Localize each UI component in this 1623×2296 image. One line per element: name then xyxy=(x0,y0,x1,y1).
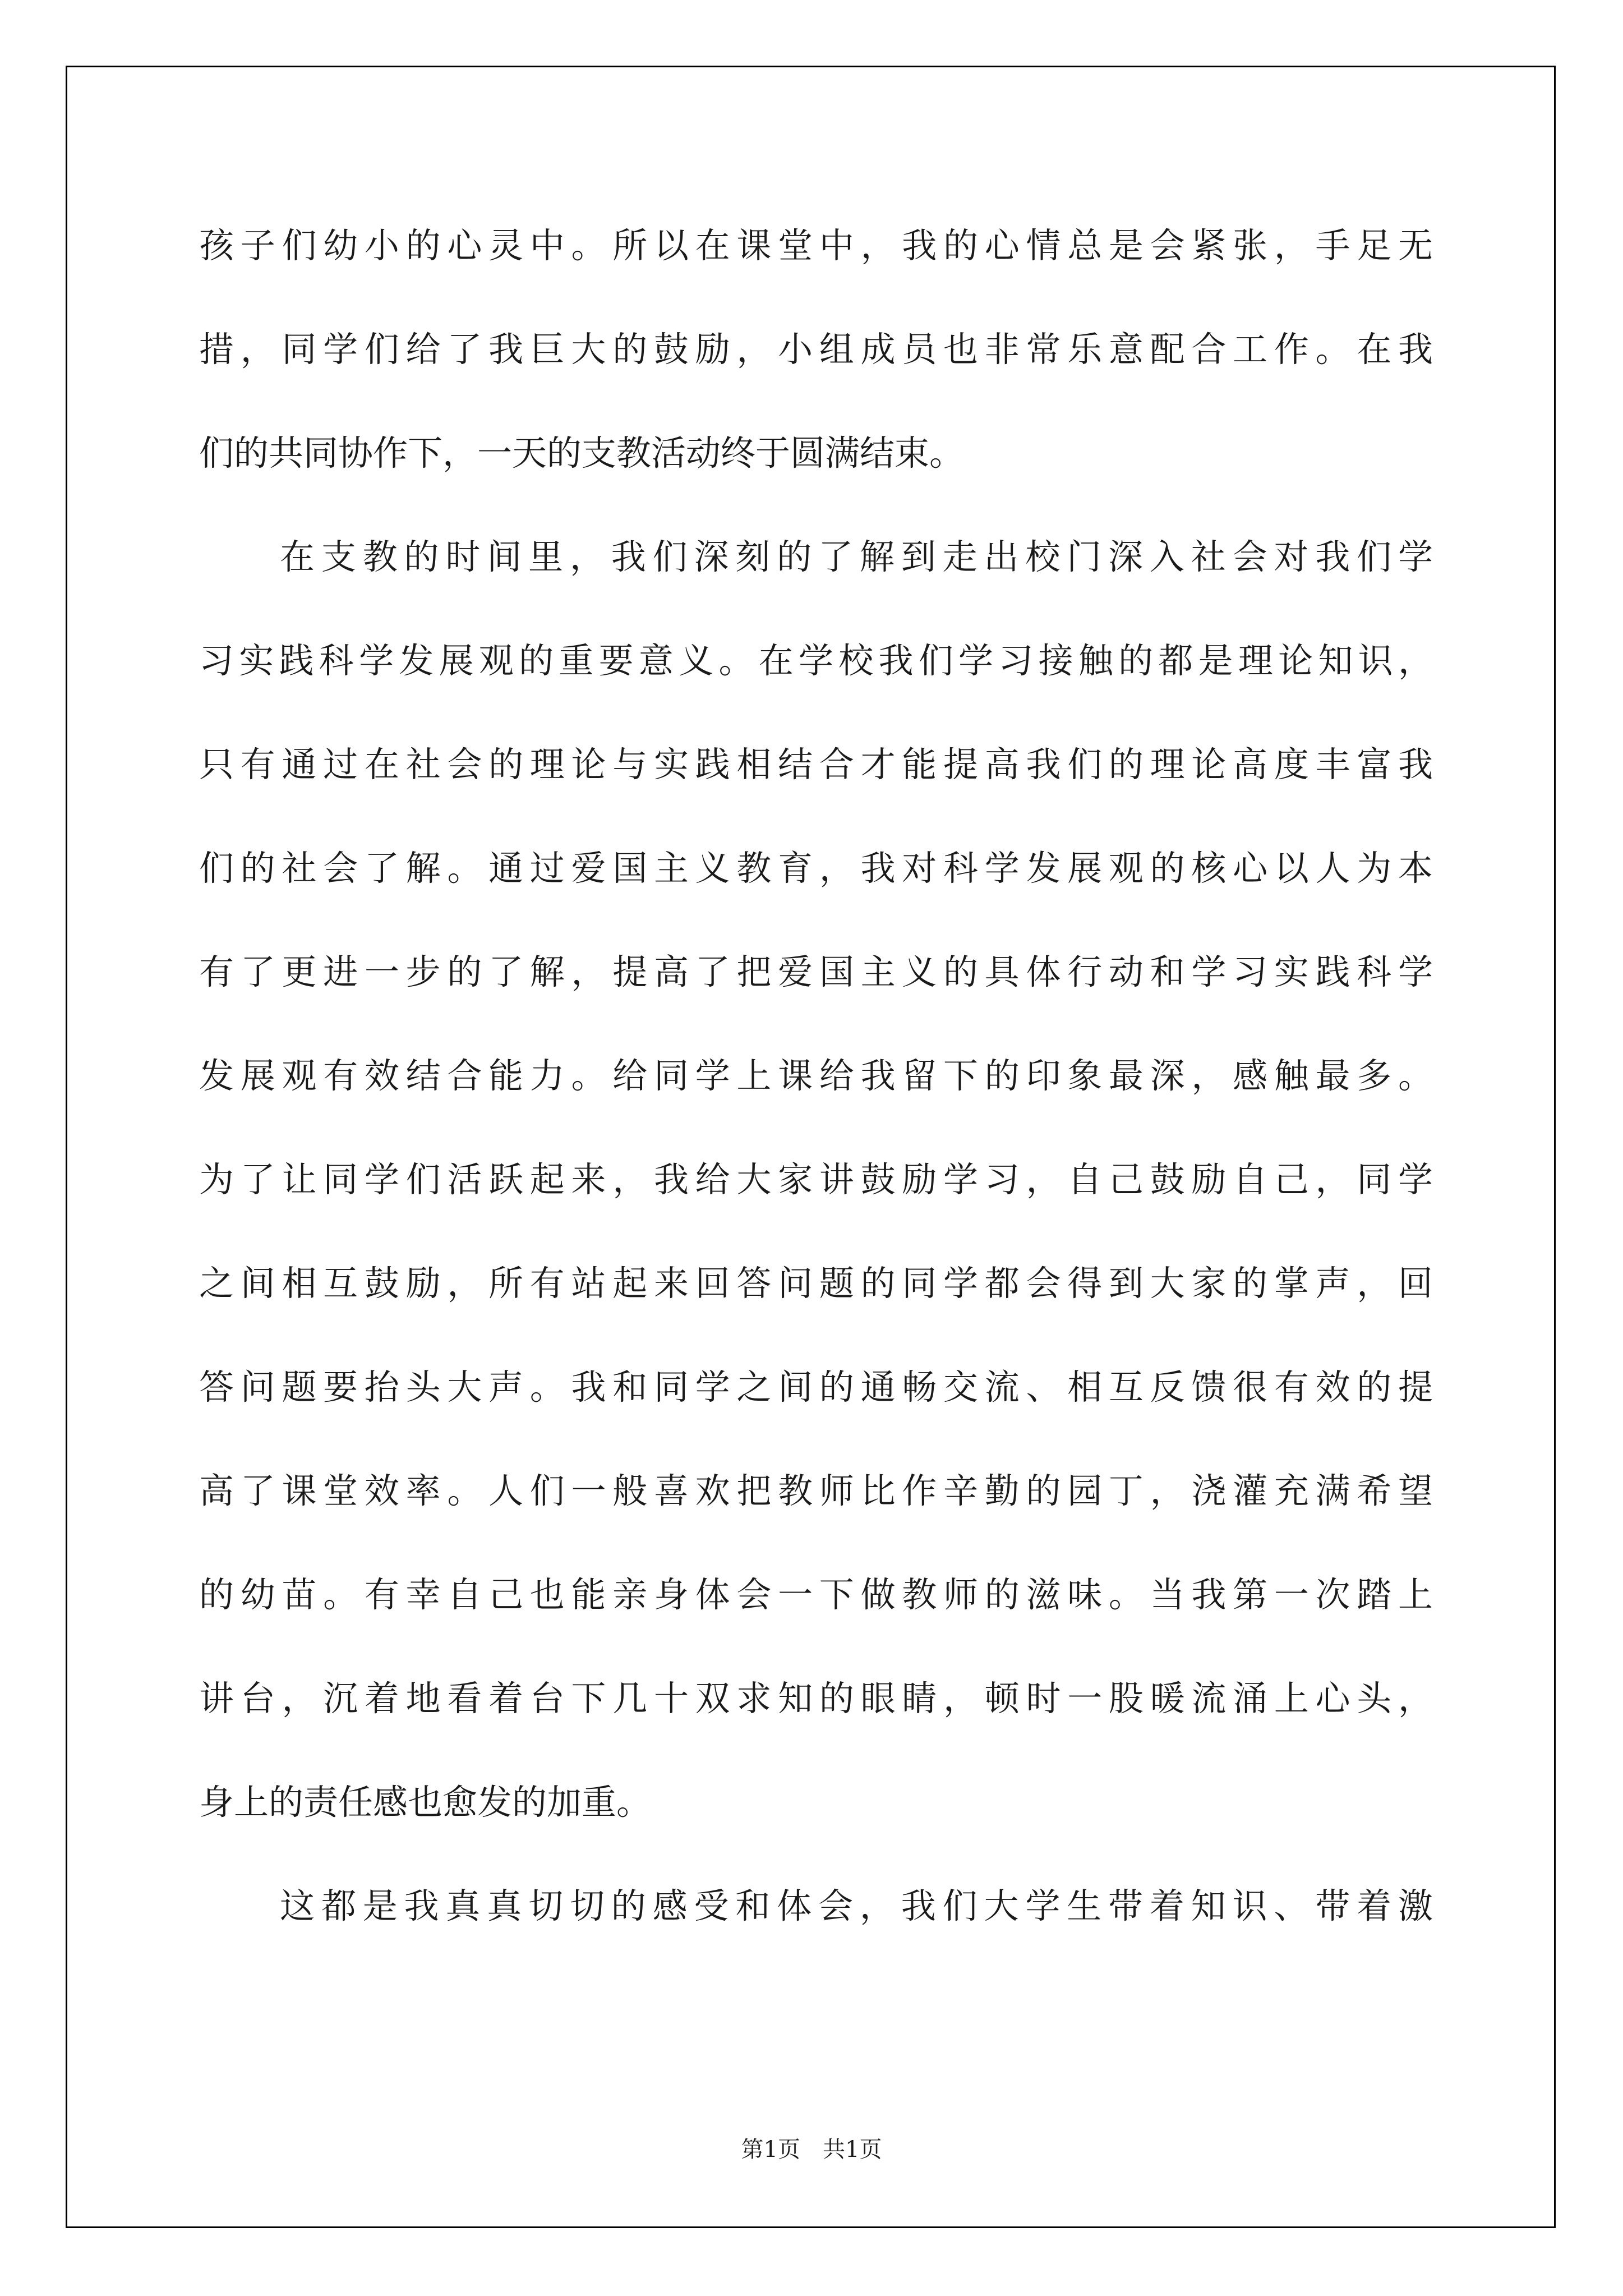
text-line: 讲台，沉着地看着台下几十双求知的眼睛，顿时一股暖流涌上心头， xyxy=(199,1678,1433,1719)
text-line: 的幼苗。有幸自己也能亲身体会一下做教师的滋味。当我第一次踏上 xyxy=(199,1574,1433,1615)
text-line: 身上的责任感也愈发的加重。 xyxy=(199,1782,652,1823)
text-line: 措，同学们给了我巨大的鼓励，小组成员也非常乐意配合工作。在我 xyxy=(199,329,1433,370)
text-line: 答问题要抬头大声。我和同学之间的通畅交流、相互反馈很有效的提 xyxy=(199,1366,1433,1407)
text-line: 们的社会了解。通过爱国主义教育，我对科学发展观的核心以人为本 xyxy=(199,848,1433,889)
text-line: 孩子们幼小的心灵中。所以在课堂中，我的心情总是会紧张，手足无 xyxy=(199,225,1433,266)
text-line: 这都是我真真切切的感受和体会，我们大学生带着知识、带着激 xyxy=(280,1885,1433,1926)
text-line: 为了让同学们活跃起来，我给大家讲鼓励学习，自己鼓励自己，同学 xyxy=(199,1159,1433,1200)
text-line: 在支教的时间里，我们深刻的了解到走出校门深入社会对我们学 xyxy=(280,536,1433,577)
text-line: 高了课堂效率。人们一般喜欢把教师比作辛勤的园丁，浇灌充满希望 xyxy=(199,1470,1433,1511)
text-line: 只有通过在社会的理论与实践相结合才能提高我们的理论高度丰富我 xyxy=(199,744,1433,785)
document-body xyxy=(199,194,1433,1958)
text-line: 有了更进一步的了解，提高了把爱国主义的具体行动和学习实践科学 xyxy=(199,951,1433,992)
page-footer: 第1页 共1页 xyxy=(741,2137,882,2162)
text-line: 之间相互鼓励，所有站起来回答问题的同学都会得到大家的掌声，回 xyxy=(199,1263,1433,1304)
text-line: 发展观有效结合能力。给同学上课给我留下的印象最深，感触最多。 xyxy=(199,1055,1433,1096)
text-line: 习实践科学发展观的重要意义。在学校我们学习接触的都是理论知识， xyxy=(199,640,1433,681)
text-line: 们的共同协作下，一天的支教活动终于圆满结束。 xyxy=(199,432,965,473)
